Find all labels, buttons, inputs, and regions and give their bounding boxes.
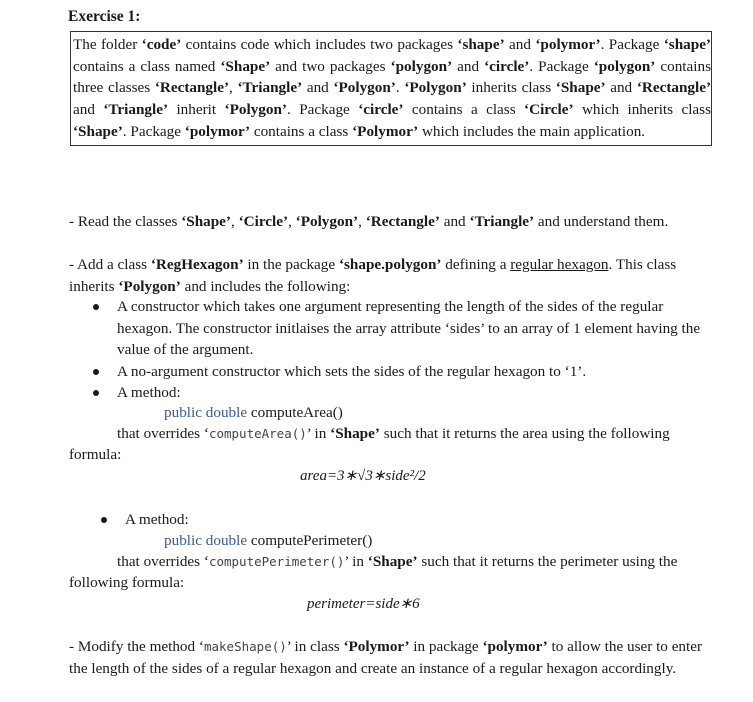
- overrides-area: that overrides ‘computeArea()’ in ‘Shape’ such that it returns the area using the following: [117, 425, 670, 442]
- list-item: A no-argument constructor which sets the sides of the regular hexagon to ‘1’.: [69, 361, 719, 383]
- method-name: computePerimeter(): [250, 532, 373, 549]
- list-item: A method:: [77, 509, 189, 531]
- method-name: computeArea(): [250, 404, 343, 421]
- intro-text: The folder ‘code’ contains code which includes two packages ‘shape’ and ‘polymor’. Package ‘shape’ contains a class named ‘Shape’ and two packages ‘polygon’ and ‘circle’. Package ‘polygon’ contains three classes ‘Rectangle’, ‘Triangle’ and ‘Polygon’. ‘Polygon’ inherits class ‘Shape’ and ‘Rectangle’ and ‘Triangle’ inherit ‘Polygon’. Package ‘circle’ contains a class ‘Circle’ which inherits class ‘Shape’. Package ‘polymor’ contains a class ‘Polymor’ which includes the main application.: [73, 36, 712, 140]
- area-formula: area=3∗√3∗side²/2: [300, 468, 426, 484]
- add-instruction: - Add a class ‘RegHexagon’ in the package ‘shape.polygon’ defining a regular hexagon. This class inherits ‘Polygon’ and includes the following:: [69, 256, 677, 295]
- method-signature-perimeter: [164, 530, 372, 552]
- list-item: A constructor which takes one argument representing the length of the sides of the regular hexagon. The constructor initlaises the array attribute ‘sides’ to an array of 1 element having the value of the argument.: [69, 296, 719, 361]
- bullet-icon: [101, 517, 107, 523]
- formula-label-1: formula:: [69, 446, 122, 463]
- exercise-title: Exercise 1:: [68, 8, 141, 25]
- bullet-icon: [93, 390, 99, 396]
- modify-instruction: - Modify the method ‘makeShape()’ in class ‘Polymor’ in package ‘polymor’ to allow the user to enter the length of the sides of a regular hexagon and create an instance of a regular hexagon accordingly.: [69, 638, 703, 677]
- perimeter-formula: perimeter=side∗6: [307, 596, 420, 612]
- keyword: public double: [164, 532, 248, 549]
- bullet-icon: [93, 304, 99, 310]
- formula-label-2: following formula:: [69, 574, 185, 591]
- read-instruction: - Read the classes ‘Shape’, ‘Circle’, ‘Polygon’, ‘Rectangle’ and ‘Triangle’ and understand them.: [69, 213, 669, 230]
- list-item: A method:: [69, 382, 719, 404]
- method-signature-area: [164, 402, 343, 424]
- bullet-icon: [93, 369, 99, 375]
- keyword: public double: [164, 404, 248, 421]
- overrides-perimeter: that overrides ‘computePerimeter()’ in ‘Shape’ such that it returns the perimeter using the: [117, 553, 678, 570]
- intro-box: [70, 31, 712, 146]
- requirements-list: [69, 296, 719, 404]
- requirements-list-2: [77, 509, 189, 531]
